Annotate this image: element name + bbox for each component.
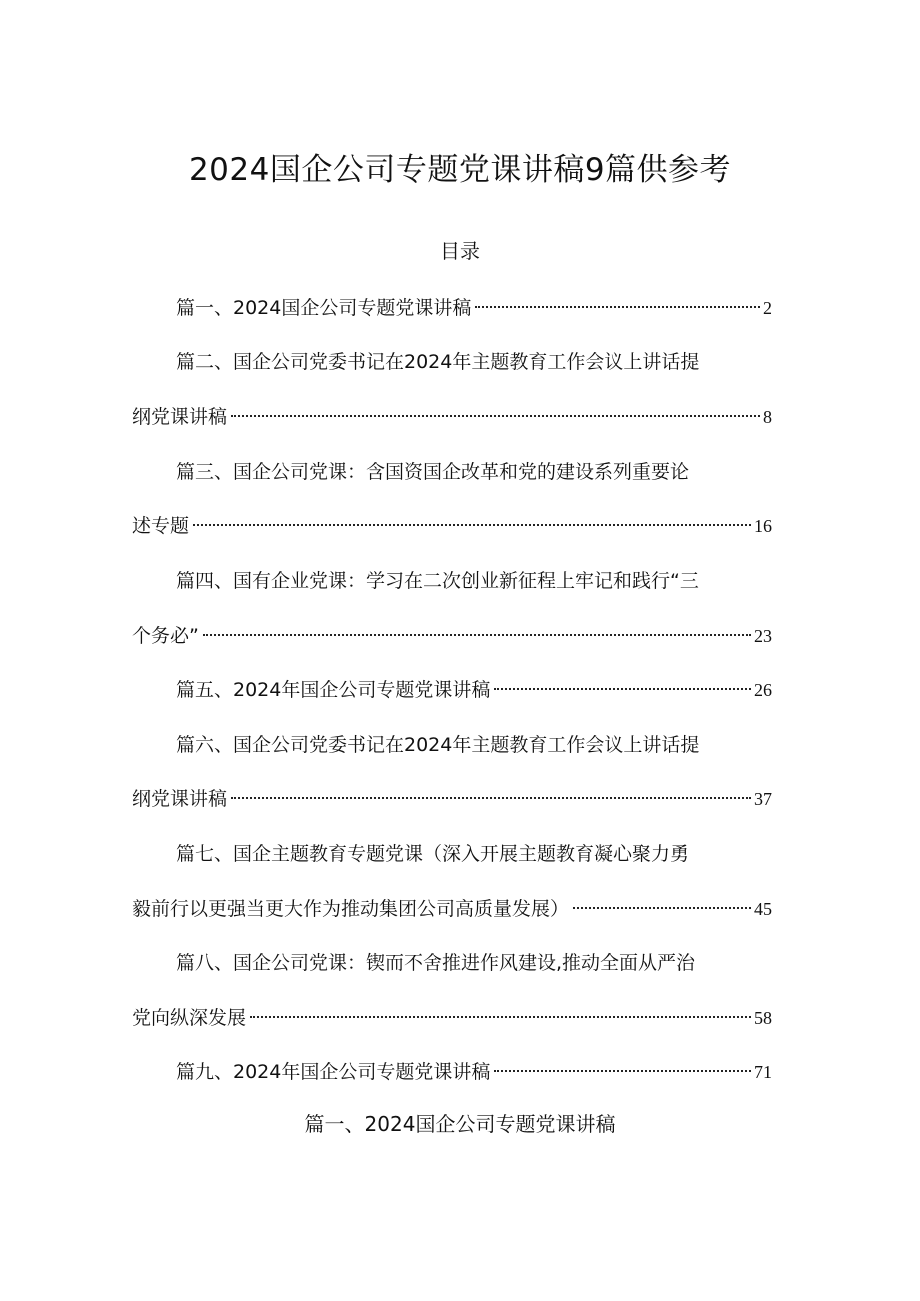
toc-heading: 目录 [440,239,480,263]
toc-entry-text: 篇二、国企公司党委书记在2024年主题教育工作会议上讲话提 [176,351,700,373]
toc-entry-4-line-1[interactable] [132,565,772,597]
toc-entry-text: 篇七、国企主题教育专题党课（深入开展主题教育凝心聚力勇 [176,843,690,865]
toc-page-number: 58 [754,1008,772,1028]
dot-leader [231,797,751,799]
dot-leader [494,1070,751,1072]
toc-entry-text: 毅前行以更强当更大作为推动集团公司高质量发展） [132,898,570,920]
toc-entry-2-line-1[interactable] [132,346,772,378]
toc-entry-text: 篇五、2024年国企公司专题党课讲稿 [176,679,491,701]
toc-entry-8-line-2[interactable] [132,1002,772,1034]
toc-entry-7-line-1[interactable] [132,838,772,870]
toc-page-number: 16 [754,516,772,536]
toc-entry-5[interactable] [132,674,772,706]
toc-page-number: 45 [754,899,772,919]
toc-entry-text: 篇四、国有企业党课：学习在二次创业新征程上牢记和践行“三 [176,570,699,592]
toc-entry-text: 篇八、国企公司党课：锲而不舍推进作风建设,推动全面从严治 [176,952,696,974]
toc-entry-text: 篇九、2024年国企公司专题党课讲稿 [176,1061,491,1083]
toc-entry-7-line-2[interactable] [132,893,772,925]
toc-page-number: 8 [763,407,772,427]
dot-leader [203,634,751,636]
toc-entry-text: 个务必” [132,625,199,647]
toc-page-number: 26 [754,680,772,700]
section-heading: 篇一、2024国企公司专题党课讲稿 [304,1112,616,1136]
toc-page-number: 2 [763,298,772,318]
toc-entry-1[interactable] [132,292,772,324]
dot-leader [250,1016,751,1018]
toc-entry-2-line-2[interactable] [132,401,772,433]
toc-entry-8-line-1[interactable] [132,947,772,979]
toc-page-number: 37 [754,789,772,809]
toc-entry-4-line-2[interactable] [132,620,772,652]
dot-leader [231,415,760,417]
toc-entry-text: 述专题 [132,515,190,537]
toc-entry-text: 篇三、国企公司党课：含国资国企改革和党的建设系列重要论 [176,461,690,483]
toc-entry-text: 党向纵深发展 [132,1007,247,1029]
toc-entry-3-line-1[interactable] [132,456,772,488]
toc-entry-text: 纲党课讲稿 [132,788,228,810]
dot-leader [494,688,751,690]
toc-entry-text: 篇六、国企公司党委书记在2024年主题教育工作会议上讲话提 [176,734,700,756]
toc-page-number: 71 [754,1062,772,1082]
dot-leader [475,306,760,308]
toc-entry-3-line-2[interactable] [132,510,772,542]
document-title: 2024国企公司专题党课讲稿9篇供参考 [188,152,732,188]
toc-entry-6-line-2[interactable] [132,783,772,815]
toc-entry-9[interactable] [132,1056,772,1088]
dot-leader [573,907,751,909]
toc-entry-text: 纲党课讲稿 [132,406,228,428]
toc-page-number: 23 [754,626,772,646]
dot-leader [193,524,751,526]
toc-entry-text: 篇一、2024国企公司专题党课讲稿 [176,297,472,319]
toc-entry-6-line-1[interactable] [132,729,772,761]
